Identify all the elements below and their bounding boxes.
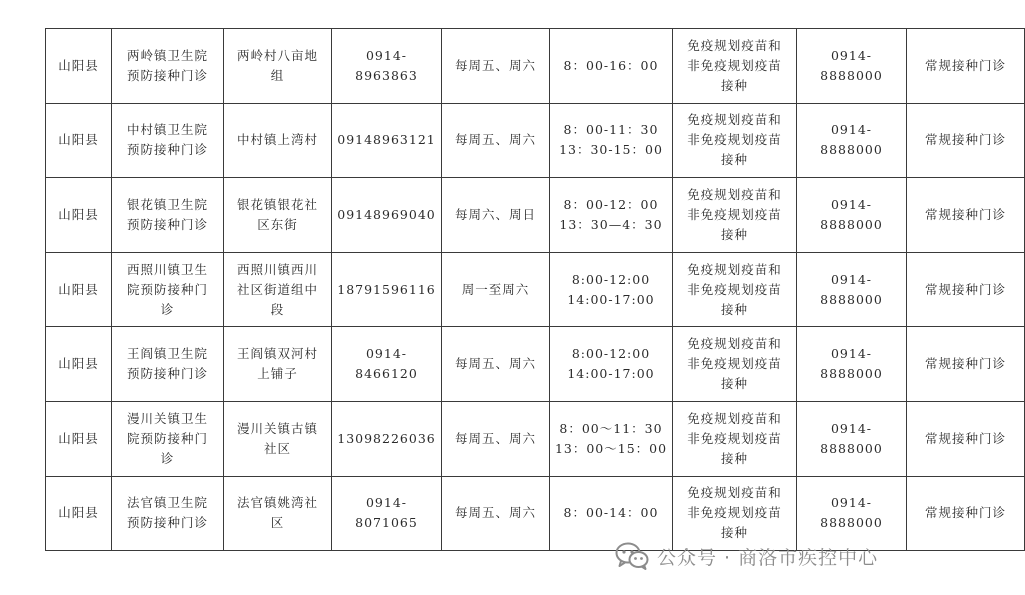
cell-phone: 13098226036	[332, 401, 442, 476]
cell-vaccine-scope: 免疫规划疫苗和 非免疫规划疫苗 接种	[673, 29, 797, 104]
cell-address: 两岭村八亩地 组	[224, 29, 332, 104]
table-row	[46, 103, 1025, 178]
cell-address: 西照川镇西川 社区街道组中 段	[224, 252, 332, 327]
cell-address: 银花镇银花社 区东街	[224, 178, 332, 253]
cell-county: 山阳县	[46, 178, 112, 253]
cell-service-days: 每周五、周六	[442, 327, 550, 402]
cell-vaccine-scope: 免疫规划疫苗和 非免疫规划疫苗 接种	[673, 476, 797, 551]
cell-service-days: 每周六、周日	[442, 178, 550, 253]
cell-service-hours: 8:00-12:00 14:00-17:00	[550, 252, 673, 327]
cell-county: 山阳县	[46, 103, 112, 178]
cell-clinic-name: 法官镇卫生院 预防接种门诊	[112, 476, 224, 551]
cell-hotline: 0914-8888000	[797, 252, 907, 327]
cell-service-hours: 8：00-16：00	[550, 29, 673, 104]
cell-clinic-type: 常规接种门诊	[907, 476, 1025, 551]
cell-county: 山阳县	[46, 476, 112, 551]
cell-clinic-name: 两岭镇卫生院 预防接种门诊	[112, 29, 224, 104]
vaccination-clinic-table	[45, 28, 1025, 551]
table-row	[46, 327, 1025, 402]
cell-service-hours: 8：00-14：00	[550, 476, 673, 551]
cell-phone: 18791596116	[332, 252, 442, 327]
cell-clinic-type: 常规接种门诊	[907, 252, 1025, 327]
cell-hotline: 0914-8888000	[797, 401, 907, 476]
cell-county: 山阳县	[46, 252, 112, 327]
cell-clinic-name: 王阎镇卫生院 预防接种门诊	[112, 327, 224, 402]
cell-clinic-name: 漫川关镇卫生 院预防接种门 诊	[112, 401, 224, 476]
cell-vaccine-scope: 免疫规划疫苗和 非免疫规划疫苗 接种	[673, 327, 797, 402]
table-row	[46, 29, 1025, 104]
cell-hotline: 0914-8888000	[797, 103, 907, 178]
cell-phone: 09148969040	[332, 178, 442, 253]
cell-address: 漫川关镇古镇 社区	[224, 401, 332, 476]
cell-clinic-type: 常规接种门诊	[907, 327, 1025, 402]
table-row	[46, 401, 1025, 476]
cell-phone: 0914-8466120	[332, 327, 442, 402]
cell-clinic-type: 常规接种门诊	[907, 401, 1025, 476]
table-row	[46, 476, 1025, 551]
cell-service-hours: 8：00-12：00 13：30—4：30	[550, 178, 673, 253]
cell-service-hours: 8：00～11：30 13：00～15：00	[550, 401, 673, 476]
cell-service-days: 每周五、周六	[442, 29, 550, 104]
wechat-icon	[615, 542, 649, 570]
cell-service-days: 每周五、周六	[442, 476, 550, 551]
cell-clinic-name: 中村镇卫生院 预防接种门诊	[112, 103, 224, 178]
cell-address: 中村镇上湾村	[224, 103, 332, 178]
cell-service-days: 每周五、周六	[442, 401, 550, 476]
cell-hotline: 0914-8888000	[797, 327, 907, 402]
cell-hotline: 0914-8888000	[797, 29, 907, 104]
cell-phone: 0914-8963863	[332, 29, 442, 104]
cell-hotline: 0914-8888000	[797, 476, 907, 551]
wechat-watermark	[615, 541, 878, 571]
cell-clinic-name: 西照川镇卫生 院预防接种门 诊	[112, 252, 224, 327]
watermark-text: 公众号 · 商洛市疾控中心	[657, 546, 879, 569]
cell-clinic-type: 常规接种门诊	[907, 29, 1025, 104]
table-row	[46, 178, 1025, 253]
cell-phone: 09148963121	[332, 103, 442, 178]
cell-county: 山阳县	[46, 29, 112, 104]
cell-vaccine-scope: 免疫规划疫苗和 非免疫规划疫苗 接种	[673, 401, 797, 476]
cell-vaccine-scope: 免疫规划疫苗和 非免疫规划疫苗 接种	[673, 103, 797, 178]
table-body	[46, 29, 1025, 551]
cell-address: 王阎镇双河村 上铺子	[224, 327, 332, 402]
cell-county: 山阳县	[46, 401, 112, 476]
table-row	[46, 252, 1025, 327]
cell-vaccine-scope: 免疫规划疫苗和 非免疫规划疫苗 接种	[673, 178, 797, 253]
cell-service-hours: 8:00-12:00 14:00-17:00	[550, 327, 673, 402]
cell-address: 法官镇姚湾社 区	[224, 476, 332, 551]
cell-county: 山阳县	[46, 327, 112, 402]
cell-phone: 0914-8071065	[332, 476, 442, 551]
cell-clinic-name: 银花镇卫生院 预防接种门诊	[112, 178, 224, 253]
cell-vaccine-scope: 免疫规划疫苗和 非免疫规划疫苗 接种	[673, 252, 797, 327]
cell-service-hours: 8：00-11：30 13：30-15：00	[550, 103, 673, 178]
cell-clinic-type: 常规接种门诊	[907, 103, 1025, 178]
cell-hotline: 0914-8888000	[797, 178, 907, 253]
cell-service-days: 周一至周六	[442, 252, 550, 327]
cell-clinic-type: 常规接种门诊	[907, 178, 1025, 253]
cell-service-days: 每周五、周六	[442, 103, 550, 178]
